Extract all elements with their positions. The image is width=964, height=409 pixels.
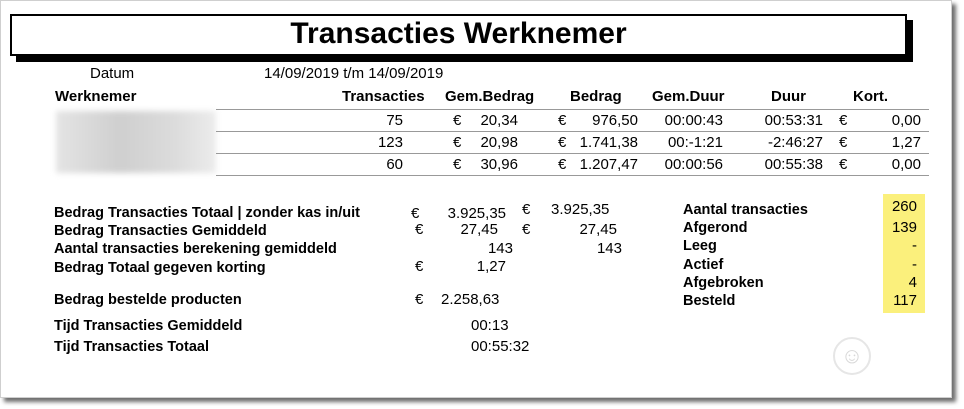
summary-aantal-2: 143 (596, 240, 622, 257)
col-bedrag: Bedrag (570, 88, 622, 105)
cell-gem-duur: 00:00:43 (664, 112, 723, 129)
redacted-employee-names (56, 111, 216, 173)
row-divider (216, 131, 929, 132)
summary-tijd-gem: 00:13 (471, 317, 509, 334)
currency-symbol: € (839, 134, 848, 151)
currency-symbol: € (453, 134, 462, 151)
summary-aantal-label: Aantal transacties berekening gemiddeld (54, 241, 337, 257)
summary-tijd-tot: 00:55:32 (471, 338, 530, 355)
summary-totaal-2: 3.925,35 (551, 201, 610, 218)
cell-gem-duur: 00:-1:21 (667, 134, 723, 151)
currency-symbol: € (558, 156, 567, 173)
summary-gem-1: 27,45 (460, 221, 498, 238)
title-box (10, 14, 907, 56)
stat-value: 117 (893, 292, 917, 309)
stat-label: Afgebroken (683, 275, 764, 291)
stat-value: 260 (891, 198, 917, 215)
summary-tijd-gem-label: Tijd Transacties Gemiddeld (54, 318, 243, 334)
cell-kort: 0,00 (891, 156, 921, 173)
currency-symbol: € (558, 134, 567, 151)
currency-symbol: € (415, 291, 424, 308)
stat-label: Leeg (683, 238, 717, 254)
cell-gem-bedrag: 20,34 (480, 112, 518, 129)
cell-duur: 00:55:38 (764, 156, 823, 173)
currency-symbol: € (415, 221, 424, 238)
stat-label: Besteld (683, 293, 736, 309)
cell-transacties: 60 (386, 156, 403, 173)
stat-label: Afgerond (683, 220, 748, 236)
cell-bedrag: 1.207,47 (579, 156, 638, 173)
col-transacties: Transacties (342, 88, 425, 105)
cell-bedrag: 976,50 (592, 112, 638, 129)
currency-symbol: € (453, 156, 462, 173)
summary-totaal-1: 3.925,35 (447, 205, 506, 222)
cell-transacties: 75 (386, 112, 403, 129)
stat-value: 4 (908, 274, 917, 291)
currency-symbol: € (453, 112, 462, 129)
cell-gem-bedrag: 30,96 (480, 156, 518, 173)
cell-duur: -2:46:27 (767, 134, 823, 151)
summary-totaal-label: Bedrag Transacties Totaal | zonder kas in/uit (54, 205, 360, 221)
summary-bestelde-label: Bedrag bestelde producten (54, 292, 242, 308)
summary-tijd-tot-label: Tijd Transacties Totaal (54, 339, 209, 355)
currency-symbol: € (558, 112, 567, 129)
cell-transacties: 123 (377, 134, 403, 151)
summary-aantal-1: 143 (487, 240, 513, 257)
stat-label: Actief (683, 257, 724, 273)
row-divider (216, 175, 929, 176)
cell-kort: 1,27 (891, 134, 921, 151)
cell-gem-duur: 00:00:56 (664, 156, 723, 173)
currency-symbol: € (522, 201, 531, 218)
col-duur: Duur (771, 88, 806, 105)
summary-korting: 1,27 (476, 258, 506, 275)
currency-symbol: € (839, 156, 848, 173)
col-kort: Kort. (853, 88, 888, 105)
currency-symbol: € (415, 258, 424, 275)
summary-korting-label: Bedrag Totaal gegeven korting (54, 260, 266, 276)
row-divider (216, 109, 929, 110)
cell-gem-bedrag: 20,98 (480, 134, 518, 151)
cell-duur: 00:53:31 (764, 112, 823, 129)
row-divider (216, 153, 929, 154)
stat-value: - (912, 237, 917, 254)
col-werknemer: Werknemer (55, 88, 137, 105)
watermark-icon: ☺ (833, 337, 871, 375)
cell-kort: 0,00 (891, 112, 921, 129)
summary-gem-2: 27,45 (579, 221, 617, 238)
page-title: Transacties Werknemer (290, 17, 627, 50)
datum-label: Datum (90, 65, 135, 82)
summary-gem-label: Bedrag Transacties Gemiddeld (54, 223, 267, 239)
summary-bestelde: 2.258,63 (441, 291, 500, 308)
col-gem-duur: Gem.Duur (652, 88, 725, 105)
stat-label: Aantal transacties (683, 202, 808, 218)
col-gem-bedrag: Gem.Bedrag (445, 88, 535, 105)
currency-symbol: € (839, 112, 848, 129)
datum-range: 14/09/2019 t/m 14/09/2019 (264, 65, 444, 82)
stat-value: - (912, 256, 917, 273)
currency-symbol: € (522, 221, 531, 238)
stat-value: 139 (891, 219, 917, 236)
cell-bedrag: 1.741,38 (579, 134, 638, 151)
currency-symbol: € (411, 205, 420, 222)
